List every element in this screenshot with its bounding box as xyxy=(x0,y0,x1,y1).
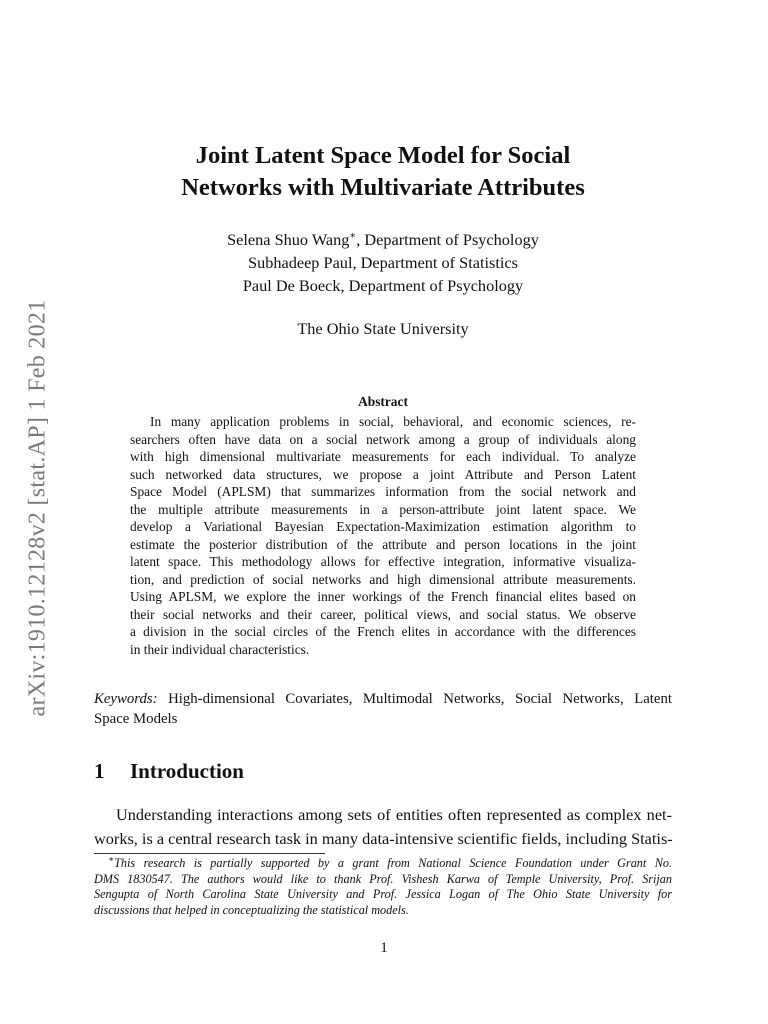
author-affiliation: , Department of Statistics xyxy=(352,253,518,272)
body-line: works, is a central research task in many data-intensive scientific fields, including Statis- xyxy=(94,829,673,848)
abstract-line: the multiple attribute measurements in a person-attribute joint latent space. We xyxy=(130,501,636,517)
arxiv-identifier-stamp: arXiv:1910.12128v2 [stat.AP] 1 Feb 2021 xyxy=(24,299,51,717)
keywords-label: Keywords: xyxy=(94,691,158,707)
author-list xyxy=(94,228,672,297)
author-line xyxy=(94,274,672,297)
footnote-text: This research is partially supported by a grant from National Science Foundation under Grant No. xyxy=(114,856,672,870)
section-title: Introduction xyxy=(130,759,244,783)
keywords-line xyxy=(94,689,672,709)
footnote-line: Sengupta of North Carolina State University and Prof. Jessica Logan of The Ohio State University for xyxy=(94,887,672,901)
page-number: 1 xyxy=(380,940,388,956)
abstract-line: searchers often have data on a social network among a group of individuals along xyxy=(130,431,636,447)
footnote xyxy=(94,853,672,918)
author-line xyxy=(94,228,672,251)
author-line xyxy=(94,251,672,274)
abstract-line: such networked data structures, we propose a joint Attribute and Person Latent xyxy=(130,466,636,482)
abstract-line: their social networks and their career, political views, and social status. We observe xyxy=(130,606,636,622)
footnote-line: DMS 1830547. The authors would like to thank Prof. Vishesh Karwa of Temple University, Prof. Srijan xyxy=(94,871,672,886)
abstract-line: latent space. This methodology allows for effective integration, informative visualiza- xyxy=(130,554,636,569)
abstract-heading: Abstract xyxy=(358,394,408,409)
author-name: Selena Shuo Wang xyxy=(227,230,350,249)
abstract-line: in their individual characteristics. xyxy=(130,641,310,657)
footnote-marker: ∗ xyxy=(108,853,115,864)
author-name: Paul De Boeck xyxy=(242,276,341,295)
abstract-line: a division in the social circles of the French elites in accordance with the differences xyxy=(130,624,636,639)
abstract-line: In many application problems in social, behavioral, and economic sciences, re- xyxy=(150,414,636,429)
abstract-line: tion, and prediction of social networks and high dimensional attribute measurements. xyxy=(130,571,636,587)
abstract-body xyxy=(130,413,636,658)
section-heading xyxy=(94,759,244,784)
keywords-text: High-dimensional Covariates, Multimodal Networks, Social Networks, Latent xyxy=(157,691,672,707)
paper-title-line-2: Networks with Multivariate Attributes xyxy=(181,174,585,201)
author-affiliation: , Department of Psychology xyxy=(356,230,539,249)
introduction-body xyxy=(94,803,672,851)
abstract-line: Space Model (APLSM) that summarizes information from the social network and xyxy=(130,484,636,499)
section-number: 1 xyxy=(94,759,105,783)
keywords-block xyxy=(94,689,672,729)
keywords-line: Space Models xyxy=(94,711,178,727)
abstract-line: develop a Variational Bayesian Expectation-Maximization estimation algorithm to xyxy=(130,519,636,534)
abstract-line: Using APLSM, we explore the inner workings of the French financial elites based on xyxy=(130,589,636,604)
footnote-line: discussions that helped in conceptualizing the statistical models. xyxy=(94,902,409,917)
abstract-line: with high dimensional multivariate measurements for each individual. To analyze xyxy=(130,449,636,464)
university-name: The Ohio State University xyxy=(297,319,469,338)
paper-title xyxy=(94,140,672,204)
author-affiliation: , Department of Psychology xyxy=(340,276,524,295)
paper-title-line-1: Joint Latent Space Model for Social xyxy=(195,142,571,169)
body-line: Understanding interactions among sets of entities often represented as complex net- xyxy=(116,805,672,824)
footnote-line xyxy=(94,853,672,872)
footnote-marker: ∗ xyxy=(349,230,357,242)
author-name: Subhadeep Paul xyxy=(248,253,353,272)
footnote-separator xyxy=(94,853,325,854)
abstract-line: estimate the posterior distribution of the attribute and person locations in the joint xyxy=(130,536,636,552)
